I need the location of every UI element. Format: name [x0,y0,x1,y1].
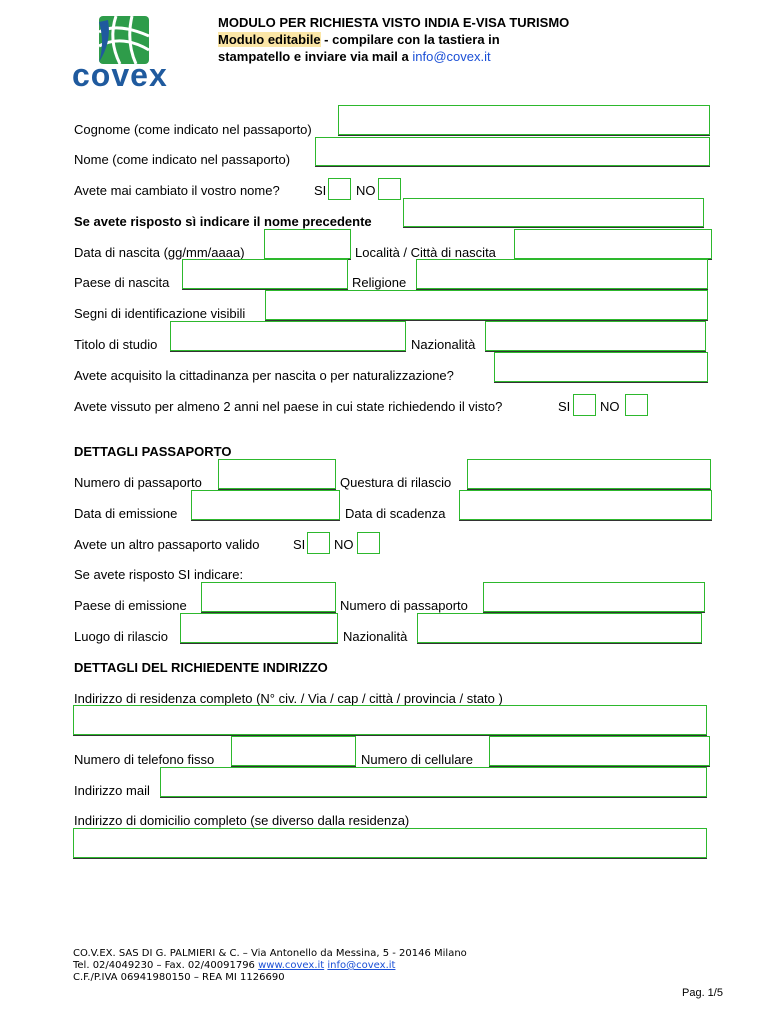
nationality-label: Nazionalità [411,337,476,352]
education-label: Titolo di studio [74,337,158,352]
name-label: Nome (come indicato nel passaporto) [74,152,291,167]
address-section-title: DETTAGLI DEL RICHIEDENTE INDIRIZZO [74,660,328,675]
domicile-field[interactable] [73,828,707,858]
instructions-text-1: - compilare con la tastiera in [320,32,500,47]
passport-issuer-label: Questura di rilascio [340,475,452,490]
if-yes-label: Se avete risposto SI indicare: [74,567,244,582]
page-number: Pag. 1/5 [682,987,723,999]
issue-country-label: Paese di emissione [74,598,187,613]
residence-label: Indirizzo di residenza completo (N° civ. / Via / cap / città / provincia / stato ) [74,691,503,706]
mobile-label: Numero di cellulare [361,752,473,767]
footer-email-link[interactable]: info@covex.it [327,960,396,971]
lived-no-checkbox[interactable] [625,394,648,416]
issue-date-field[interactable] [191,490,340,520]
lived-label: Avete vissuto per almeno 2 anni nel paese in cui state richiedendo il visto? [74,399,503,414]
religion-label: Religione [352,275,407,290]
birth-date-label: Data di nascita (gg/mm/aaaa) [74,245,245,260]
email-label: Indirizzo mail [74,783,150,798]
citizenship-field[interactable] [494,352,708,382]
covex-logo [72,12,182,92]
previous-name-underline [403,227,704,228]
passport-issuer-field[interactable] [467,459,711,489]
changed-name-si-checkbox[interactable] [328,178,351,200]
issue-place-underline [180,643,338,644]
phone-label: Numero di telefono fisso [74,752,215,767]
other-passport-no-checkbox[interactable] [357,532,380,554]
email-underline [160,797,707,798]
other-nationality-label: Nazionalità [343,629,408,644]
identification-label: Segni di identificazione visibili [74,306,246,321]
footer-company: CO.V.EX. SAS DI G. PALMIERI & C. – Via Antonello da Messina, 5 - 20146 Milano [73,948,467,959]
birth-country-field[interactable] [182,259,348,289]
domicile-label: Indirizzo di domicilio completo (se diverso dalla residenza) [74,813,410,828]
citizenship-label: Avete acquisito la cittadinanza per nascita o per naturalizzazione? [74,368,454,383]
birth-country-label: Paese di nascita [74,275,170,290]
religion-field[interactable] [416,259,708,289]
birth-place-label: Località / Città di nascita [355,245,496,260]
editable-badge: Modulo editabile [218,32,321,47]
surname-underline [338,135,710,136]
changed-name-no-checkbox[interactable] [378,178,401,200]
issue-date-underline [191,520,340,521]
expiry-date-field[interactable] [459,490,712,520]
header-instructions-2 [218,48,491,65]
passport-number-field[interactable] [218,459,336,489]
other-passport-number-label: Numero di passaporto [340,598,468,613]
birth-date-field[interactable] [264,229,351,259]
residence-field[interactable] [73,705,707,735]
changed-name-si-label: SI [314,183,327,198]
issue-place-field[interactable] [180,613,338,643]
changed-name-label: Avete mai cambiato il vostro nome? [74,183,280,198]
other-passport-number-field[interactable] [483,582,705,612]
header-email-link[interactable]: info@covex.it [412,49,491,64]
name-field[interactable] [315,137,710,166]
form-title: MODULO PER RICHIESTA VISTO INDIA E-VISA TURISMO [218,15,570,30]
previous-name-field[interactable] [403,198,704,227]
footer-contacts [73,960,395,972]
passport-number-label: Numero di passaporto [74,475,202,490]
lived-si-checkbox[interactable] [573,394,596,416]
issue-date-label: Data di emissione [74,506,178,521]
education-underline [170,351,406,352]
footer-website-link[interactable]: www.covex.it [258,960,325,971]
changed-name-no-label: NO [356,183,376,198]
other-nationality-underline [417,643,702,644]
surname-field[interactable] [338,105,710,135]
logo-text: covex [72,57,168,93]
citizenship-underline [494,382,708,383]
footer-tax-info: C.F./P.IVA 06941980150 – REA MI 1126690 [73,972,285,983]
lived-no-label: NO [600,399,620,414]
issue-place-label: Luogo di rilascio [74,629,168,644]
instructions-text-2: stampatello e inviare via mail a [218,49,413,64]
birth-place-field[interactable] [514,229,712,259]
other-passport-no-label: NO [334,537,354,552]
previous-name-label: Se avete risposto sì indicare il nome precedente [74,214,372,229]
expiry-date-label: Data di scadenza [345,506,446,521]
other-passport-si-label: SI [293,537,306,552]
nationality-field[interactable] [485,321,706,351]
mobile-field[interactable] [489,736,710,766]
header-instructions-1 [218,31,500,48]
domicile-underline [73,858,707,859]
email-field[interactable] [160,767,707,797]
other-nationality-field[interactable] [417,613,702,643]
other-passport-label: Avete un altro passaporto valido [74,537,260,552]
education-field[interactable] [170,321,406,351]
footer-phone-fax: Tel. 02/4049230 – Fax. 02/40091796 [73,960,259,971]
identification-field[interactable] [265,290,708,320]
lived-si-label: SI [558,399,571,414]
issue-country-field[interactable] [201,582,336,612]
passport-section-title: DETTAGLI PASSAPORTO [74,444,232,459]
phone-field[interactable] [231,736,356,766]
name-underline [315,166,710,167]
other-passport-si-checkbox[interactable] [307,532,330,554]
expiry-date-underline [459,520,712,521]
surname-label: Cognome (come indicato nel passaporto) [74,122,312,137]
